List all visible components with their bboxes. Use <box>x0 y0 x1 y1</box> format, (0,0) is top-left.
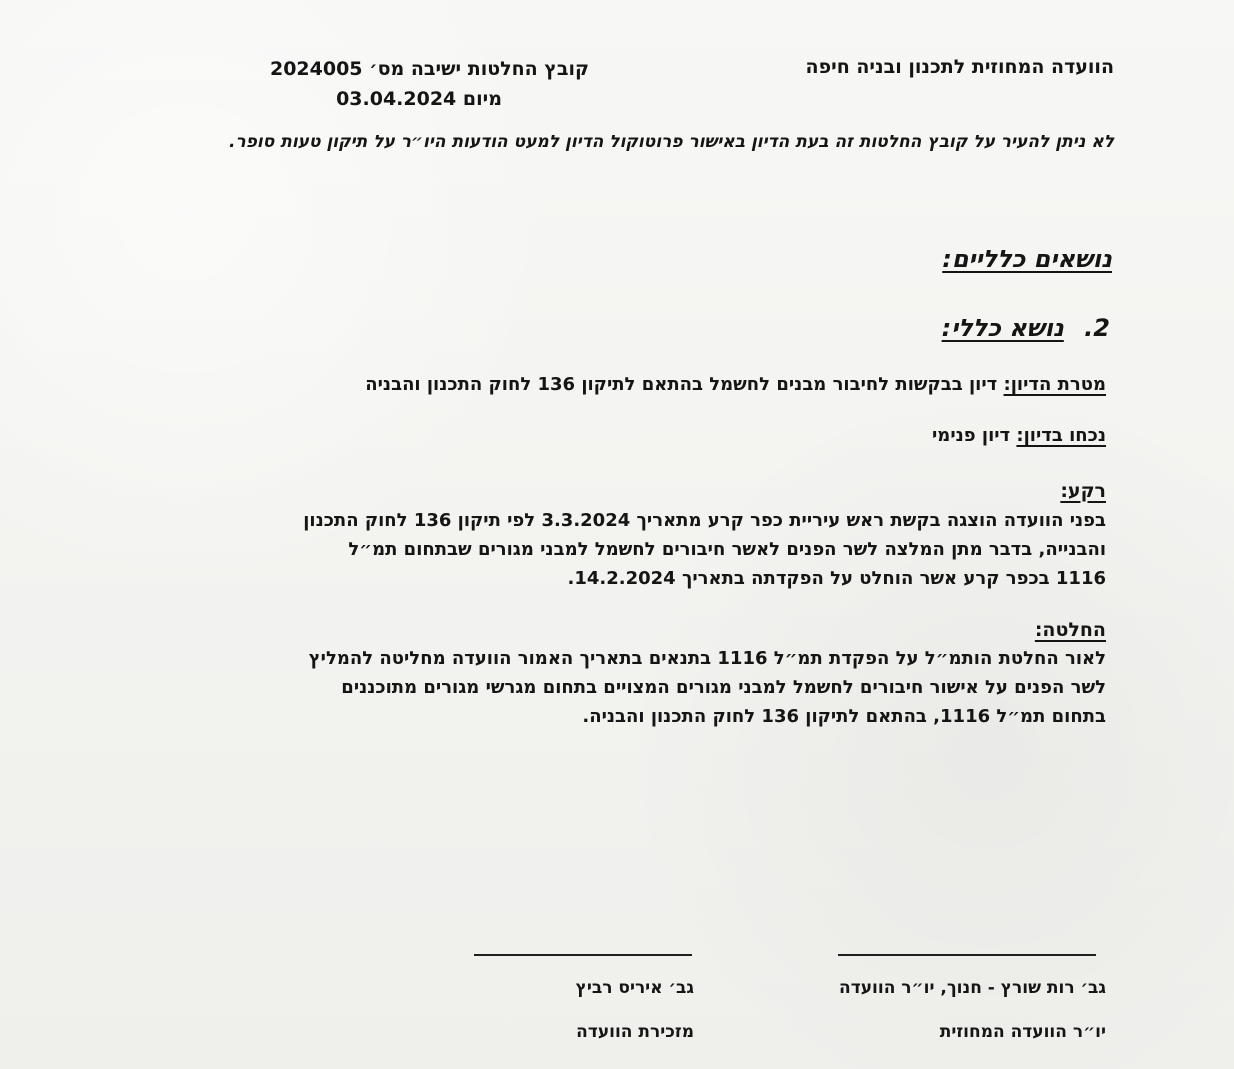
topic-number: 2. <box>1084 314 1110 342</box>
present-label: נכחו בדיון: <box>1016 425 1106 446</box>
background-line-1: בפני הוועדה הוצגה בקשת ראש עיריית כפר קרע מתאריך 3.3.2024 לפי תיקון 136 לחוק התכנון <box>303 510 1106 531</box>
right-signatory-name: גב׳ רות שורץ - חנוך, יו״ר הוועדה <box>839 978 1106 998</box>
left-signatory-title: מזכירת הוועדה <box>576 1022 694 1042</box>
present-line <box>932 425 1106 446</box>
notice-text: לא ניתן להעיר על קובץ החלטות זה בעת הדיון באישור פרוטוקול הדיון למעט הודעות היו״ר על תיקון טעות סופר. <box>229 132 1114 152</box>
meeting-date: מיום 03.04.2024 <box>336 88 502 110</box>
right-signatory-title: יו״ר הוועדה המחוזית <box>939 1022 1106 1042</box>
left-signatory-name: גב׳ איריס רביץ <box>575 978 694 998</box>
decision-line-2: לשר הפנים על אישור חיבורים לחשמל למבני מגורים המצויים בתחום מגרשי מגורים מתוכננים <box>341 677 1106 698</box>
decision-line-3: בתחום תמ״ל 1116, בהתאם לתיקון 136 לחוק התכנון והבניה. <box>582 706 1106 727</box>
present-text: דיון פנימי <box>932 425 1011 446</box>
committee-header: הוועדה המחוזית לתכנון ובניה חיפה <box>805 56 1114 78</box>
decision-line-1: לאור החלטת הותמ״ל על הפקדת תמ״ל 1116 בתנאים בתאריך האמור הוועדה מחליטה להמליץ <box>308 648 1106 669</box>
general-topics-title: נושאים כלליים: <box>942 245 1112 273</box>
background-line-3: 1116 בכפר קרע אשר הוחלט על הפקדתה בתאריך 14.2.2024. <box>567 568 1106 589</box>
purpose-line <box>365 374 1106 395</box>
decision-label: החלטה: <box>1034 619 1106 641</box>
purpose-text: דיון בבקשות לחיבור מבנים לחשמל בהתאם לתיקון 136 לחוק התכנון והבניה <box>365 374 998 395</box>
background-label: רקע: <box>1060 480 1106 502</box>
left-signature-line <box>474 954 692 956</box>
decisions-file-header: קובץ החלטות ישיבה מס׳ 2024005 <box>269 58 589 80</box>
topic-title: נושא כללי: <box>941 314 1064 342</box>
background-line-2: והבנייה, בדבר מתן המלצה לשר הפנים לאשר חיבורים לחשמל למבני מגורים שבתחום תמ״ל <box>348 539 1106 560</box>
general-topic-heading <box>942 314 1110 342</box>
purpose-label: מטרת הדיון: <box>1003 374 1106 395</box>
right-signature-line <box>838 954 1096 956</box>
